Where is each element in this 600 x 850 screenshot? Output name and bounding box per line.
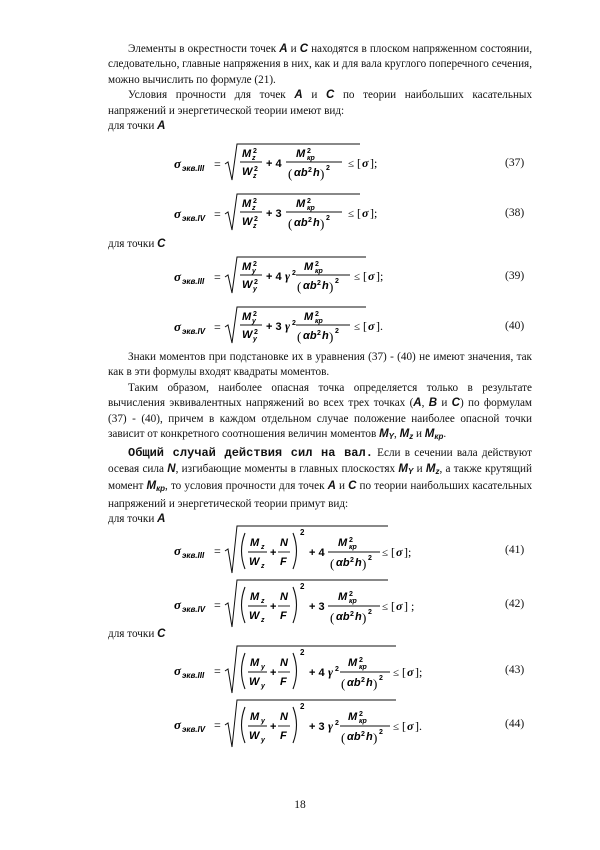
svg-text:] ;: ] ; [404,599,415,613]
svg-text:2: 2 [307,198,311,205]
label-point-c-1: для точки C [108,238,166,250]
svg-text:=: = [214,320,221,334]
svg-text:≤: ≤ [393,667,400,679]
svg-text:2: 2 [368,555,372,562]
svg-text:σ: σ [174,663,182,678]
svg-text:[: [ [363,319,367,333]
svg-text:(: ( [297,329,302,344]
svg-text:γ: γ [328,719,333,733]
svg-text:2: 2 [300,528,305,537]
svg-text:W: W [242,216,253,228]
svg-text:σ: σ [407,719,414,733]
equation-43 [170,643,430,699]
svg-text:+: + [270,601,277,613]
svg-text:≤: ≤ [348,158,355,170]
svg-text:M: M [296,198,306,210]
equation-38 [170,190,410,236]
svg-text:): ) [320,216,325,231]
svg-text:M: M [242,148,252,160]
svg-text:σ: σ [407,665,414,679]
svg-text:): ) [373,676,378,691]
svg-text:+ 4: + 4 [309,547,325,559]
equation-number-44: (44) [505,718,525,730]
svg-text:+: + [270,667,277,679]
svg-text:≤: ≤ [354,271,361,283]
svg-text:M: M [242,198,252,210]
svg-text:2: 2 [379,675,383,682]
svg-text:+ 3: + 3 [266,321,282,333]
svg-text:σ: σ [174,543,182,558]
svg-text:z: z [253,173,257,180]
svg-text:W: W [249,730,260,742]
svg-text:+ 4: + 4 [266,158,282,170]
svg-text:=: = [214,718,221,732]
equation-42 [170,577,430,633]
svg-text:2: 2 [317,280,321,287]
svg-text:=: = [214,270,221,284]
svg-text:y: y [261,718,265,725]
svg-text:): ) [373,730,378,745]
svg-text:2: 2 [254,166,258,173]
svg-text:σ: σ [368,319,375,333]
svg-text:αb: αb [294,167,308,179]
svg-text:2: 2 [368,609,372,616]
svg-text:W: W [249,676,260,688]
svg-text:z: z [252,155,256,162]
svg-text:(: ( [330,610,335,625]
svg-text:экв.IV: экв.IV [182,725,206,734]
svg-text:].: ]. [376,319,383,333]
paragraph-1: Элементы в окрестности точек A и C находятся в плоском напряженном состоянии, следовательно, главные напряжения в них, как и для вала круглого поперечного сечения, можно вычислить по формуле (21). [108,43,533,86]
intro-text-block [108,42,532,134]
svg-text:2: 2 [254,279,258,286]
svg-text:z: z [252,205,256,212]
svg-text:];: ]; [370,156,378,170]
svg-text:h: h [366,731,373,743]
svg-text:≤: ≤ [393,721,400,733]
svg-text:): ) [362,556,367,571]
svg-text:+ 3: + 3 [309,601,325,613]
label-point-a-1: для точки A [108,120,166,133]
label-point-c-2: для точки C [108,628,166,640]
svg-text:M: M [242,261,252,273]
svg-text:2: 2 [335,328,339,335]
svg-text:2: 2 [379,729,383,736]
svg-text:y: y [252,268,256,275]
svg-text:2: 2 [349,537,353,544]
svg-text:2: 2 [315,311,319,318]
svg-text:2: 2 [292,270,296,277]
svg-text:[: [ [391,545,395,559]
svg-text:M: M [250,711,260,723]
svg-text:2: 2 [361,731,365,738]
equation-number-41: (41) [505,544,525,556]
svg-text:2: 2 [315,261,319,268]
svg-text:2: 2 [308,217,312,224]
svg-text:2: 2 [254,216,258,223]
svg-text:(: ( [341,676,346,691]
svg-text:кр: кр [307,155,315,162]
svg-text:W: W [242,329,253,341]
svg-text:2: 2 [254,329,258,336]
svg-text:M: M [250,657,260,669]
svg-text:2: 2 [253,311,257,318]
svg-text:σ: σ [362,156,369,170]
svg-text:W: W [242,166,253,178]
svg-text:h: h [355,611,362,623]
svg-text:(: ( [330,556,335,571]
svg-text:σ: σ [396,545,403,559]
svg-text:M: M [304,261,314,273]
svg-text:];: ]; [370,206,378,220]
svg-text:экв.IV: экв.IV [182,214,206,223]
svg-text:2: 2 [349,591,353,598]
svg-text:кр: кр [315,318,323,325]
svg-text:M: M [250,537,260,549]
svg-text:W: W [249,556,260,568]
svg-text:кр: кр [359,664,367,671]
svg-text:+: + [270,721,277,733]
svg-text:экв.IV: экв.IV [182,327,206,336]
equation-44 [170,697,430,753]
svg-text:≤: ≤ [348,208,355,220]
svg-text:γ: γ [285,319,290,333]
svg-text:M: M [348,711,358,723]
svg-text:2: 2 [300,582,305,591]
paragraph-3: Знаки моментов при подстановке их в уравнения (37) - (40) не имеют значения, так как в эти формулы входят квадраты моментов. [108,351,532,379]
svg-text:+ 3: + 3 [309,721,325,733]
paragraph-4: Таким образом, наиболее опасная точка определяется только в результате вычисления эквивалентных напряжений во всех трех точках (A, B и C) по формулам (37) - (40), причем в каждом отдельном случае положение наиболее опасной точки зависит от конкретного соотношения величин моментов $M_Y$, $M_z$ и $M_{кр}$. [108,381,532,442]
equation-37 [170,140,410,186]
svg-text:2: 2 [359,711,363,718]
svg-text:M: M [250,591,260,603]
svg-text:h: h [313,217,320,229]
svg-text:αb: αb [294,217,308,229]
svg-text:σ: σ [368,269,375,283]
svg-text:M: M [338,537,348,549]
svg-text:y: y [261,683,265,690]
svg-text:2: 2 [335,278,339,285]
svg-text:y: y [261,664,265,671]
equation-41 [170,523,430,579]
svg-text:F: F [280,610,287,622]
svg-text:=: = [214,157,221,171]
svg-text:h: h [322,280,329,292]
svg-text:[: [ [391,599,395,613]
svg-text:2: 2 [326,215,330,222]
svg-text:W: W [242,279,253,291]
svg-text:y: y [253,336,257,343]
svg-text:z: z [261,598,265,605]
svg-text:h: h [322,330,329,342]
svg-text:кр: кр [359,718,367,725]
svg-text:2: 2 [359,657,363,664]
svg-text:N: N [280,657,288,669]
svg-text:(: ( [288,216,293,231]
svg-text:[: [ [363,269,367,283]
svg-text:[: [ [357,156,361,170]
svg-text:M: M [304,311,314,323]
svg-text:2: 2 [253,261,257,268]
svg-text:z: z [253,223,257,230]
svg-text:2: 2 [308,167,312,174]
svg-text:];: ]; [376,269,384,283]
svg-text:[: [ [357,206,361,220]
svg-text:экв.III: экв.III [182,671,205,680]
svg-text:кр: кр [307,205,315,212]
svg-text:σ: σ [174,206,182,221]
middle-text-block [108,350,532,527]
svg-text:M: M [348,657,358,669]
svg-text:[: [ [402,719,406,733]
svg-text:+ 3: + 3 [266,208,282,220]
svg-text:z: z [261,563,265,570]
svg-text:M: M [296,148,306,160]
label-point-a-2: для точки A [108,513,166,526]
svg-text:γ: γ [285,269,290,283]
svg-text:N: N [280,711,288,723]
svg-text:M: M [242,311,252,323]
svg-text:σ: σ [362,206,369,220]
svg-text:(: ( [288,166,293,181]
svg-text:y: y [253,286,257,293]
svg-text:≤: ≤ [354,321,361,333]
svg-text:αb: αb [303,330,317,342]
svg-text:): ) [362,610,367,625]
svg-text:σ: σ [174,717,182,732]
svg-text:=: = [214,598,221,612]
svg-text:αb: αb [336,557,350,569]
svg-text:αb: αb [347,731,361,743]
svg-text:γ: γ [328,665,333,679]
svg-text:y: y [252,318,256,325]
paragraph-5: Общий случай действия сил на вал. Если в сечении вала действуют осевая сила N, изгибающие моменты в главных плоскостях $M_Y$ и $M_z$, а также крутящий момент $M_{кр}$, то условия прочности для точек A и C по теории наибольших касательных напряжений и энергетической теории примут вид: [108,446,533,510]
svg-text:=: = [214,544,221,558]
svg-text:N: N [280,591,288,603]
svg-text:2: 2 [350,611,354,618]
svg-text:M: M [338,591,348,603]
svg-text:): ) [329,329,334,344]
section-heading: Общий случай действия сил на вал. [128,446,373,461]
svg-text:2: 2 [350,557,354,564]
svg-text:экв.III: экв.III [182,164,205,173]
equation-40 [170,303,410,349]
svg-text:[: [ [402,665,406,679]
svg-text:+: + [270,547,277,559]
svg-text:2: 2 [317,330,321,337]
svg-text:(: ( [297,279,302,294]
svg-text:W: W [249,610,260,622]
svg-text:2: 2 [326,165,330,172]
equation-number-43: (43) [505,664,525,676]
svg-text:F: F [280,730,287,742]
svg-text:=: = [214,207,221,221]
svg-text:σ: σ [174,269,182,284]
svg-text:2: 2 [335,666,339,673]
svg-text:F: F [280,676,287,688]
svg-text:h: h [366,677,373,689]
svg-text:(: ( [341,730,346,745]
svg-text:σ: σ [174,597,182,612]
svg-text:2: 2 [300,702,305,711]
svg-text:): ) [329,279,334,294]
svg-text:): ) [320,166,325,181]
equation-number-40: (40) [505,320,525,332]
equation-39 [170,253,410,299]
svg-text:экв.IV: экв.IV [182,605,206,614]
svg-text:2: 2 [253,148,257,155]
svg-text:кр: кр [315,268,323,275]
svg-text:экв.III: экв.III [182,277,205,286]
svg-text:≤: ≤ [382,601,389,613]
svg-text:кр: кр [349,544,357,551]
svg-text:2: 2 [335,720,339,727]
svg-text:2: 2 [361,677,365,684]
svg-text:y: y [261,737,265,744]
svg-text:σ: σ [174,319,182,334]
svg-text:σ: σ [174,156,182,171]
svg-text:].: ]. [415,719,422,733]
svg-text:+ 4: + 4 [309,667,325,679]
svg-text:σ: σ [396,599,403,613]
svg-text:N: N [280,537,288,549]
svg-text:2: 2 [253,198,257,205]
svg-text:2: 2 [307,148,311,155]
svg-text:];: ]; [415,665,423,679]
equation-number-37: (37) [505,157,525,169]
svg-text:+ 4: + 4 [266,271,282,283]
svg-text:z: z [261,617,265,624]
equation-number-39: (39) [505,270,525,282]
equation-number-38: (38) [505,207,525,219]
svg-text:h: h [313,167,320,179]
svg-text:h: h [355,557,362,569]
svg-text:F: F [280,556,287,568]
svg-text:=: = [214,664,221,678]
svg-text:экв.III: экв.III [182,551,205,560]
svg-text:z: z [261,544,265,551]
svg-text:αb: αb [303,280,317,292]
svg-text:2: 2 [292,320,296,327]
paragraph-2: Условия прочности для точек A и C по теории наибольших касательных напряжений и энергетической теории имеют вид: [108,89,533,117]
svg-text:кр: кр [349,598,357,605]
svg-text:≤: ≤ [382,547,389,559]
svg-text:αb: αb [347,677,361,689]
svg-text:2: 2 [300,648,305,657]
svg-text:];: ]; [404,545,412,559]
equation-number-42: (42) [505,598,525,610]
page-number: 18 [294,799,306,811]
svg-text:αb: αb [336,611,350,623]
